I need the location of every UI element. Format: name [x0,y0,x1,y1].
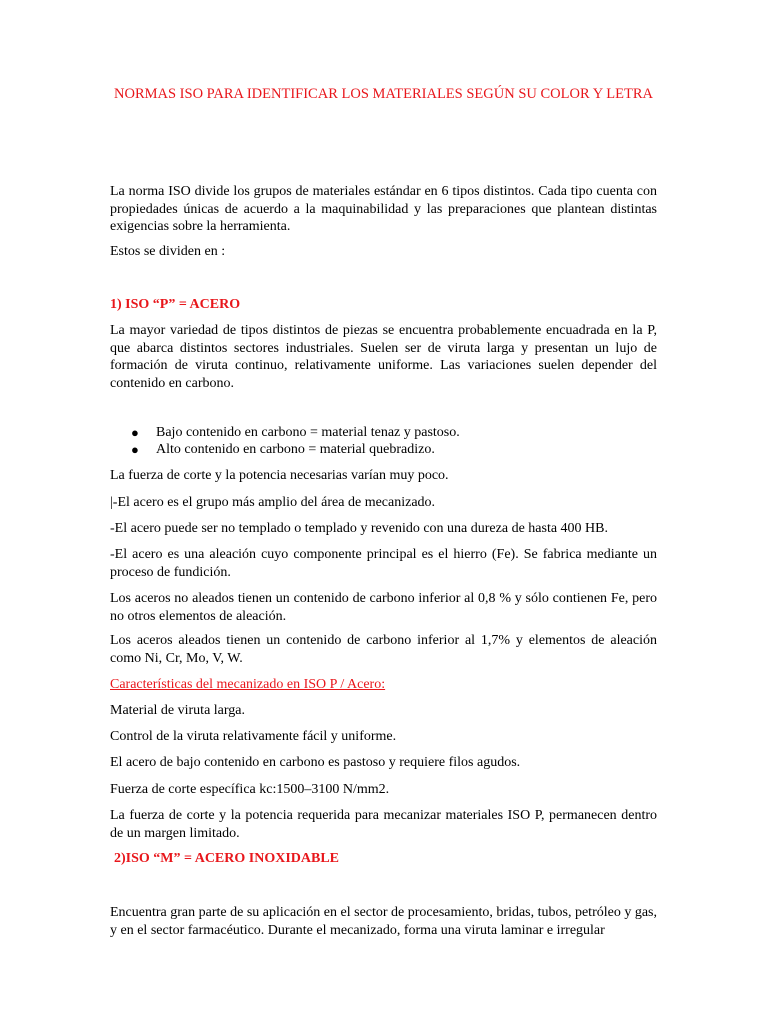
paragraph: Los aceros aleados tienen un contenido de carbono inferior al 1,7% y elementos de aleación como Ni, Cr, Mo, V, W. [110,633,657,666]
bullet-icon: ● [131,441,139,457]
intro-paragraph-2: Estos se dividen en : [110,244,226,259]
paragraph: -El acero es una aleación cuyo componente principal es el hierro (Fe). Se fabrica mediante un proceso de fundición. [110,547,657,580]
paragraph: La fuerza de corte y la potencia necesarias varían muy poco. [110,468,449,483]
paragraph: |-El acero es el grupo más amplio del área de mecanizado. [110,495,436,510]
subheading-link[interactable]: Características del mecanizado en ISO P / Acero: [110,677,386,692]
carbon-content-list [131,425,460,458]
document-title: NORMAS ISO PARA IDENTIFICAR LOS MATERIALES SEGÚN SU COLOR Y LETRA [114,86,653,102]
paragraph: El acero de bajo contenido en carbono es pastoso y requiere filos agudos. [110,755,521,770]
section-heading-iso-m: 2)ISO “M” = ACERO INOXIDABLE [114,851,340,866]
list-item: ● Alto contenido en carbono = material quebradizo. [131,441,435,457]
paragraph: Los aceros no aleados tienen un contenido de carbono inferior al 0,8 % y sólo contienen Fe, pero no otros elementos de aleación. [110,591,657,624]
paragraph: Control de la viruta relativamente fácil y uniforme. [110,729,397,744]
section-iso-m-paragraph: Encuentra gran parte de su aplicación en el sector de procesamiento, bridas, tubos, petróleo y gas, y en el sector farmacéutico. Durante el mecanizado, forma una viruta laminar e irregular [110,905,657,938]
bullet-icon: ● [131,425,139,440]
section-heading-iso-p: 1) ISO “P” = ACERO [110,297,241,312]
paragraph: Material de viruta larga. [110,703,246,718]
list-item: ● Bajo contenido en carbono = material tenaz y pastoso. [131,425,460,440]
intro-paragraph: La norma ISO divide los grupos de materiales estándar en 6 tipos distintos. Cada tipo cuenta con propiedades únicas de acuerdo a la maquinabilidad y las preparaciones que plantean distintas exigencias sobre la herramienta. [110,184,657,234]
section-iso-p-paragraph: La mayor variedad de tipos distintos de piezas se encuentra probablemente encuadrada en la P, que abarca distintos sectores industriales. Suelen ser de viruta larga y presentan un lujo de formación de viruta continuo, relativamente uniforme. Las variaciones suelen depender del contenido en carbono. [110,323,657,391]
paragraph: Fuerza de corte específica kc:1500–3100 N/mm2. [110,782,390,797]
paragraph: La fuerza de corte y la potencia requerida para mecanizar materiales ISO P, permanecen dentro de un margen limitado. [110,808,657,841]
section-subheading [110,676,657,694]
paragraph: -El acero puede ser no templado o templado y revenido con una dureza de hasta 400 HB. [110,521,608,536]
